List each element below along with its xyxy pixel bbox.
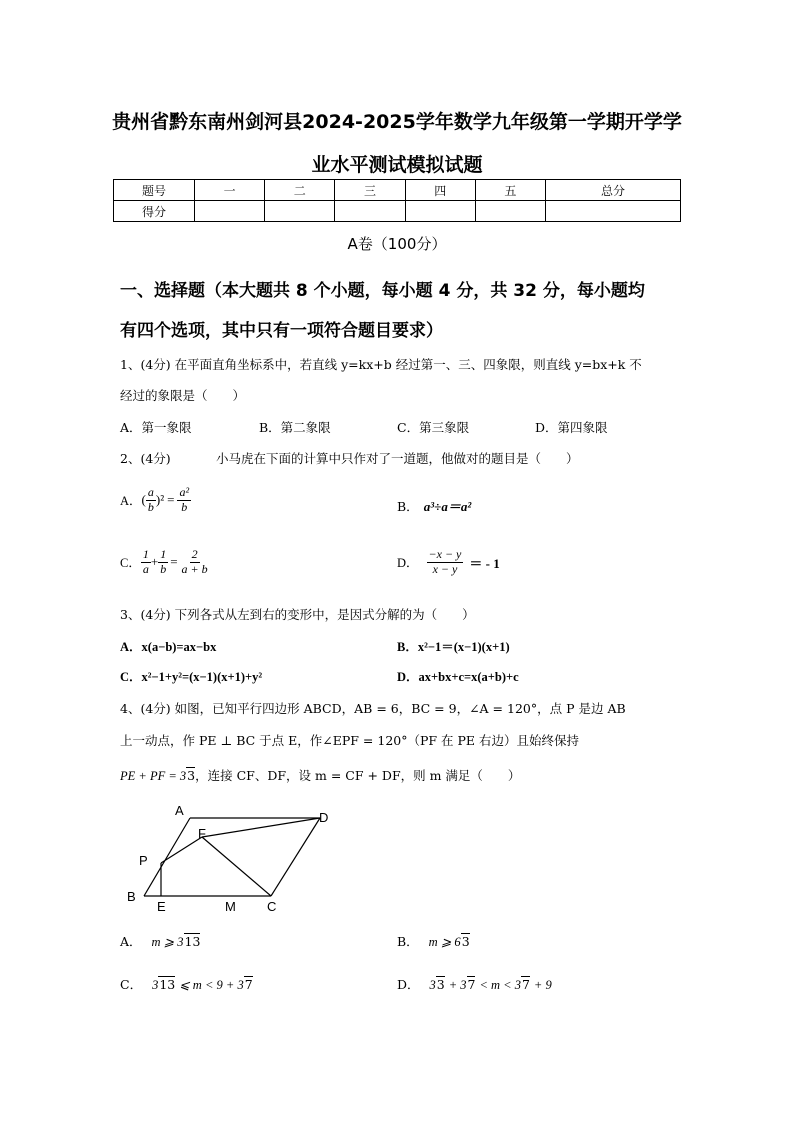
score-input-cell <box>195 201 265 222</box>
score-table-cell: 得分 <box>114 201 195 222</box>
q4-option-c-radical2: 7 <box>244 977 253 992</box>
q2-option-b-label: B． <box>397 499 419 514</box>
q4-option-c-label: C． <box>120 977 143 992</box>
score-input-cell <box>405 201 475 222</box>
q2-c-plus: + <box>150 554 159 570</box>
q4-option-b-radical: 3 <box>461 934 470 949</box>
parallelogram-figure <box>120 798 340 918</box>
q2-c-den2: b <box>160 561 167 576</box>
segment-pf <box>161 837 202 863</box>
q2-option-b-expr: a³÷a＝a² <box>423 499 472 514</box>
segment-fc <box>202 837 271 896</box>
q4-line3-radical: 3 <box>187 768 196 783</box>
q2-a-lparen: ( <box>141 492 146 508</box>
q2-c-num2: 1 <box>160 547 167 561</box>
q2-c-equals: = <box>170 554 178 570</box>
q4-option-a-radical: 13 <box>184 934 201 949</box>
q4-option-b-expr: m ⩾ 6 <box>428 935 461 949</box>
q2-option-d-label: D． <box>397 556 419 571</box>
segment-ab <box>144 818 190 896</box>
q1-stem-line2: 经过的象限是（ ） <box>120 388 246 403</box>
label-b: B <box>127 889 136 904</box>
q2-option-d <box>397 548 500 577</box>
q2-a-rhs-denominator: b <box>181 499 188 514</box>
score-input-cell <box>546 201 681 222</box>
segment-fd <box>202 818 320 837</box>
q4-option-c-pre: 3 <box>152 978 159 992</box>
q2-d-numerator: −x − y <box>428 547 462 561</box>
q2-option-a-label: A． <box>120 494 142 509</box>
segment-cd <box>271 818 320 896</box>
score-input-cell <box>265 201 335 222</box>
score-table-header-row <box>114 180 681 201</box>
q1-option-c: C．第三象限 <box>397 420 470 435</box>
q4-stem-line2: 上一动点，作 PE ⊥ BC 于点 E，作∠EPF = 120°（PF 在 PE 右边）且始终保持 <box>120 733 580 748</box>
q3-option-a: A．x(a−b)=ax−bx <box>120 640 217 654</box>
label-a: A <box>175 803 184 818</box>
page-title-line2: 业水平测试模拟试题 <box>311 154 483 176</box>
label-d: D <box>319 810 329 825</box>
score-table-cell: 四 <box>405 180 475 201</box>
q4-option-b <box>397 932 470 950</box>
q2-option-c-label: C． <box>120 556 141 571</box>
q2-a-numerator: a <box>147 485 154 499</box>
q4-option-d <box>397 975 552 993</box>
score-table-cell: 二 <box>265 180 335 201</box>
q2-option-b <box>397 496 471 515</box>
q4-option-c <box>120 975 253 993</box>
score-input-cell <box>475 201 545 222</box>
score-table-cell: 总分 <box>546 180 681 201</box>
q4-option-a-label: A． <box>120 934 142 949</box>
score-table-cell: 题号 <box>114 180 195 201</box>
q1-option-a: A．第一象限 <box>120 420 192 435</box>
q2-option-a <box>120 486 191 515</box>
q2-c-den1: a <box>142 561 149 576</box>
q4-stem-line1: 4、(4分) 如图，已知平行四边形 ABCD，AB = 6，BC = 9，∠A = 120°，点 P 是边 AB <box>120 701 626 716</box>
q4-stem-line3 <box>120 766 520 784</box>
score-table-cell: 三 <box>335 180 405 201</box>
section1-heading-line2: 有四个选项，其中只有一项符合题目要求） <box>120 321 443 341</box>
q1-option-b: B．第二象限 <box>259 420 331 435</box>
q2-a-denominator: b <box>147 499 154 514</box>
score-table-score-row <box>114 201 681 222</box>
label-e: E <box>157 899 166 914</box>
q4-option-a-expr: m ⩾ 3 <box>151 935 184 949</box>
q4-line3-rest: ，连接 CF、DF，设 m = CF + DF，则 m 满足（ ） <box>195 768 521 783</box>
q3-option-d: D．ax+bx+c=x(a+b)+c <box>397 670 519 684</box>
score-input-cell <box>335 201 405 222</box>
q4-option-a <box>120 932 200 950</box>
q2-option-c <box>120 548 210 577</box>
q4-option-d-post: + 9 <box>533 978 552 992</box>
q4-option-c-radical1: 13 <box>159 977 176 992</box>
section-a-heading: A卷（100分） <box>347 235 447 253</box>
q2-c-num1: 1 <box>142 547 149 561</box>
q3-stem: 3、(4分) 下列各式从左到右的变形中，是因式分解的为（ ） <box>120 607 475 622</box>
label-p: P <box>139 853 148 868</box>
q4-option-d-mid1: + 3 <box>448 978 467 992</box>
q4-option-d-radical2: 7 <box>467 977 476 992</box>
q2-a-equals: = <box>167 492 175 508</box>
q4-option-c-mid: ⩽ m < 9 + 3 <box>179 978 244 992</box>
label-m: M <box>225 899 236 914</box>
q2-c-num3: 2 <box>191 547 198 561</box>
q2-d-rhs: ＝ - 1 <box>469 555 500 571</box>
score-table <box>113 179 681 222</box>
q4-option-b-label: B． <box>397 934 419 949</box>
q4-option-d-pre: 3 <box>429 978 436 992</box>
q1-option-d: D．第四象限 <box>535 420 608 435</box>
q2-a-rparen: )² <box>155 492 165 508</box>
q4-option-d-radical3: 7 <box>521 977 530 992</box>
q2-stem-number: 2、(4分) <box>120 451 171 466</box>
q4-option-d-label: D． <box>397 977 420 992</box>
q1-stem-line1: 1、(4分) 在平面直角坐标系中，若直线 y=kx+b 经过第一、三、四象限，则直线 y=bx+k 不 <box>120 357 642 372</box>
score-table-cell: 一 <box>195 180 265 201</box>
page-title-line1: 贵州省黔东南州剑河县2024-2025学年数学九年级第一学期开学学 <box>112 111 682 133</box>
score-table-cell: 五 <box>475 180 545 201</box>
q4-line3-expr: PE + PF = 3 <box>120 769 187 783</box>
q3-option-c: C．x²−1+y²=(x−1)(x+1)+y² <box>120 670 263 684</box>
q2-d-denominator: x − y <box>432 561 458 576</box>
q4-option-d-radical1: 3 <box>436 977 445 992</box>
label-f: F <box>198 826 206 841</box>
q3-option-b: B．x²−1＝(x−1)(x+1) <box>397 640 510 654</box>
q2-stem-text: 小马虎在下面的计算中只作对了一道题，他做对的题目是（ ） <box>216 451 579 466</box>
q4-option-d-mid2: < m < 3 <box>479 978 521 992</box>
q2-c-den3: a + b <box>181 561 208 576</box>
q2-a-rhs-numerator: a² <box>179 485 190 499</box>
label-c: C <box>267 899 277 914</box>
section1-heading-line1: 一、选择题（本大题共 8 个小题，每小题 4 分，共 32 分，每小题均 <box>120 281 645 301</box>
